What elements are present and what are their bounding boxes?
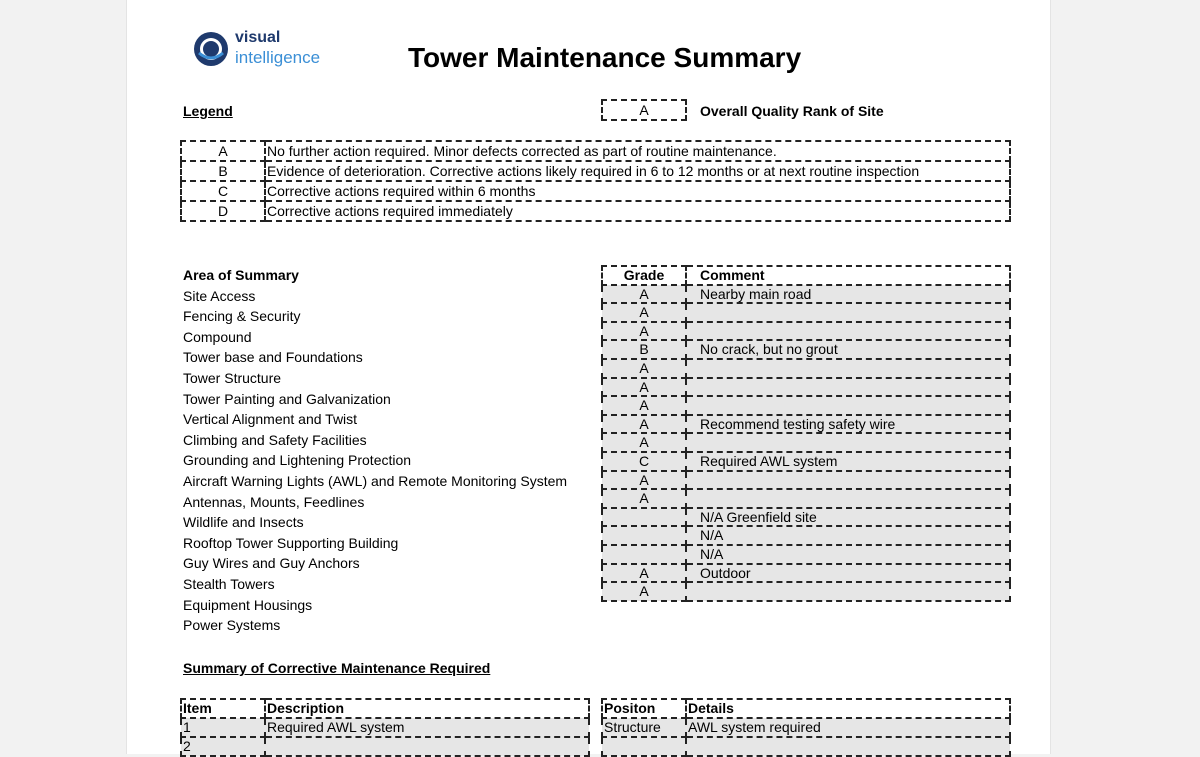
position-header: Positon <box>602 699 686 718</box>
comment-cell <box>686 303 1010 322</box>
legend-row <box>181 201 1010 221</box>
details-cell <box>686 737 1010 756</box>
area-item: Tower Structure <box>183 369 282 386</box>
area-item: Antennas, Mounts, Feedlines <box>183 493 365 510</box>
item-cell: 1 <box>181 718 265 737</box>
legend-table <box>180 140 1011 222</box>
grade-row <box>602 564 1010 583</box>
grade-cell: A <box>602 489 686 508</box>
grade-cell: A <box>602 415 686 434</box>
grade-cell <box>602 526 686 545</box>
comment-cell <box>686 322 1010 341</box>
grade-row <box>602 489 1010 508</box>
overall-grade-box: A <box>601 99 687 121</box>
overall-grade-label: Overall Quality Rank of Site <box>700 103 884 119</box>
area-item: Wildlife and Insects <box>183 514 304 531</box>
comment-cell <box>686 433 1010 452</box>
grade-row <box>602 396 1010 415</box>
grade-row <box>602 415 1010 434</box>
corrective-position-row <box>602 718 1010 737</box>
grade-cell: A <box>602 582 686 601</box>
area-item: Tower Painting and Galvanization <box>183 390 391 407</box>
document-page <box>126 0 1051 754</box>
area-item: Tower base and Foundations <box>183 349 363 366</box>
logo-text-intelligence: intelligence <box>235 48 321 67</box>
grade-cell: A <box>602 396 686 415</box>
grade-row <box>602 508 1010 527</box>
grade-header: Grade <box>602 266 686 285</box>
grade-cell: A <box>602 471 686 490</box>
area-item: Site Access <box>183 287 256 304</box>
legend-row <box>181 161 1010 181</box>
area-header: Area of Summary <box>183 267 299 283</box>
grade-cell: C <box>602 452 686 471</box>
corrective-heading: Summary of Corrective Maintenance Required <box>183 660 491 676</box>
grade-cell: A <box>602 303 686 322</box>
corrective-position-table <box>601 698 1011 757</box>
legend-grade: D <box>181 201 265 221</box>
details-cell: AWL system required <box>686 718 1010 737</box>
grade-cell: A <box>602 378 686 397</box>
legend-description: Corrective actions required within 6 months <box>265 181 1010 201</box>
comment-cell: Nearby main road <box>686 285 1010 304</box>
area-item: Fencing & Security <box>183 308 301 325</box>
legend-grade: A <box>181 141 265 161</box>
item-header: Item <box>181 699 265 718</box>
area-item: Rooftop Tower Supporting Building <box>183 534 399 551</box>
comment-cell <box>686 359 1010 378</box>
legend-heading: Legend <box>183 103 233 119</box>
grade-cell: A <box>602 433 686 452</box>
grade-row <box>602 322 1010 341</box>
comment-cell <box>686 378 1010 397</box>
logo-text-visual: visual <box>235 29 281 46</box>
legend-description: No further action required. Minor defects corrected as part of routine maintenance. <box>265 141 1010 161</box>
corrective-position-header <box>602 699 1010 718</box>
eye-logo-icon <box>193 31 229 67</box>
legend-description: Evidence of deterioration. Corrective actions likely required in 6 to 12 months or at next routine inspection <box>265 161 1010 181</box>
legend-grade: C <box>181 181 265 201</box>
comment-cell: N/A Greenfield site <box>686 508 1010 527</box>
description-cell <box>265 737 589 756</box>
grade-cell: A <box>602 564 686 583</box>
area-item: Grounding and Lightening Protection <box>183 452 412 469</box>
area-item: Compound <box>183 328 252 345</box>
comment-cell: N/A <box>686 526 1010 545</box>
description-cell: Required AWL system <box>265 718 589 737</box>
grade-cell: A <box>602 359 686 378</box>
comment-cell <box>686 582 1010 601</box>
area-item: Equipment Housings <box>183 596 313 613</box>
comment-cell: No crack, but no grout <box>686 340 1010 359</box>
corrective-item-header <box>181 699 589 718</box>
comment-cell: Recommend testing safety wire <box>686 415 1010 434</box>
comment-cell: N/A <box>686 545 1010 564</box>
corrective-item-row <box>181 737 589 756</box>
page-title: Tower Maintenance Summary <box>408 42 802 73</box>
grade-cell: B <box>602 340 686 359</box>
grade-table-header <box>602 266 1010 285</box>
area-item: Aircraft Warning Lights (AWL) and Remote Monitoring System <box>183 472 568 489</box>
legend-description: Corrective actions required immediately <box>265 201 1010 221</box>
grade-table <box>601 265 1011 602</box>
legend-row <box>181 141 1010 161</box>
details-header: Details <box>686 699 1010 718</box>
description-header: Description <box>265 699 589 718</box>
comment-cell <box>686 489 1010 508</box>
comment-cell <box>686 396 1010 415</box>
position-cell <box>602 737 686 756</box>
comment-cell <box>686 471 1010 490</box>
comment-cell: Outdoor <box>686 564 1010 583</box>
grade-row <box>602 582 1010 601</box>
area-item: Vertical Alignment and Twist <box>183 411 358 428</box>
area-item: Stealth Towers <box>183 575 275 592</box>
grade-cell: A <box>602 322 686 341</box>
grade-row <box>602 285 1010 304</box>
corrective-item-row <box>181 718 589 737</box>
comment-header: Comment <box>686 266 1010 285</box>
grade-row <box>602 303 1010 322</box>
corrective-position-row <box>602 737 1010 756</box>
grade-row <box>602 359 1010 378</box>
comment-cell: Required AWL system <box>686 452 1010 471</box>
grade-row <box>602 545 1010 564</box>
legend-grade: B <box>181 161 265 181</box>
grade-row <box>602 433 1010 452</box>
area-item: Climbing and Safety Facilities <box>183 431 367 448</box>
grade-cell <box>602 508 686 527</box>
corrective-item-table <box>180 698 590 757</box>
item-cell: 2 <box>181 737 265 756</box>
grade-row <box>602 340 1010 359</box>
grade-cell: A <box>602 285 686 304</box>
grade-row <box>602 452 1010 471</box>
grade-row <box>602 471 1010 490</box>
grade-row <box>602 378 1010 397</box>
area-item: Guy Wires and Guy Anchors <box>183 555 360 572</box>
area-item: Power Systems <box>183 617 281 634</box>
grade-row <box>602 526 1010 545</box>
grade-cell <box>602 545 686 564</box>
area-list <box>183 265 568 634</box>
position-cell: Structure <box>602 718 686 737</box>
legend-row <box>181 181 1010 201</box>
